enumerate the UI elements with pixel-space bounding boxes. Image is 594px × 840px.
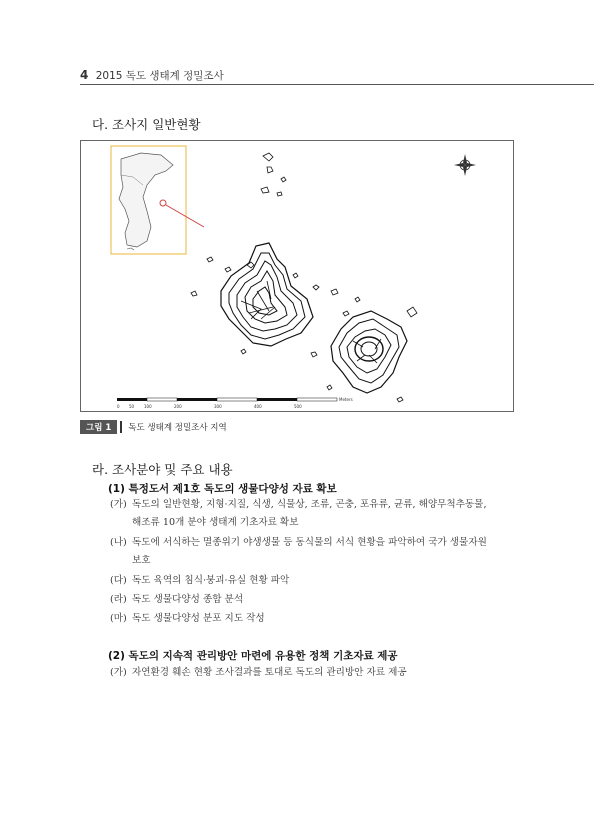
figure-caption	[80, 420, 227, 434]
scale-label-5: 400	[254, 404, 262, 409]
list-item-continued: 보호	[132, 555, 151, 566]
scale-label-6: 500	[294, 404, 302, 409]
scale-label-2: 100	[144, 404, 152, 409]
list-item: (다) 독도 육역의 침식·붕괴·유실 현황 파악	[110, 575, 290, 586]
north-arrow-icon	[454, 154, 476, 176]
figure-label: 그림 1	[80, 420, 117, 434]
subsection-title-1: (1) 특정도서 제1호 독도의 생물다양성 자료 확보	[108, 483, 337, 495]
list-item: (가) 독도의 일반현황, 지형·지질, 식생, 식물상, 조류, 곤충, 포유류, 균류, 해양무척추동물,	[110, 499, 487, 510]
islets	[191, 153, 417, 402]
figure-caption-text: 독도 생태계 정밀조사 지역	[128, 423, 227, 433]
inset-map-korea	[111, 146, 186, 254]
caption-divider	[120, 421, 122, 433]
subsection-title-2: (2) 독도의 지속적 관리방안 마련에 유용한 정책 기초자료 제공	[108, 650, 398, 662]
header-rule	[80, 84, 594, 85]
scale-bar	[117, 397, 353, 409]
list-item: (마) 독도 생물다양성 분포 지도 작성	[110, 613, 265, 624]
scale-label-1: 50	[129, 404, 135, 409]
list-item: (나) 독도에 서식하는 멸종위기 야생생물 등 동식물의 서식 현황을 파악하여 국가 생물자원	[110, 537, 487, 548]
section-title-ra: 라. 조사분야 및 주요 내용	[92, 462, 233, 477]
scale-label-3: 200	[174, 404, 182, 409]
page-number: 4	[80, 68, 89, 82]
scale-label-4: 300	[214, 404, 222, 409]
west-island	[221, 243, 313, 346]
section-title-da: 다. 조사지 일반현황	[92, 117, 201, 132]
scale-unit: Meters	[339, 397, 353, 402]
east-island	[331, 311, 407, 393]
running-header	[80, 68, 224, 83]
list-item-continued: 해조류 10개 분야 생태계 기초자료 확보	[132, 517, 299, 528]
header-title: 2015 독도 생태계 정밀조사	[95, 70, 224, 82]
list-item: (라) 독도 생물다양성 종합 분석	[110, 594, 244, 605]
list-item: (가) 자연환경 훼손 현황 조사결과를 토대로 독도의 관리방안 자료 제공	[110, 667, 407, 678]
scale-label-0: 0	[117, 404, 120, 409]
study-area-map	[80, 140, 514, 412]
